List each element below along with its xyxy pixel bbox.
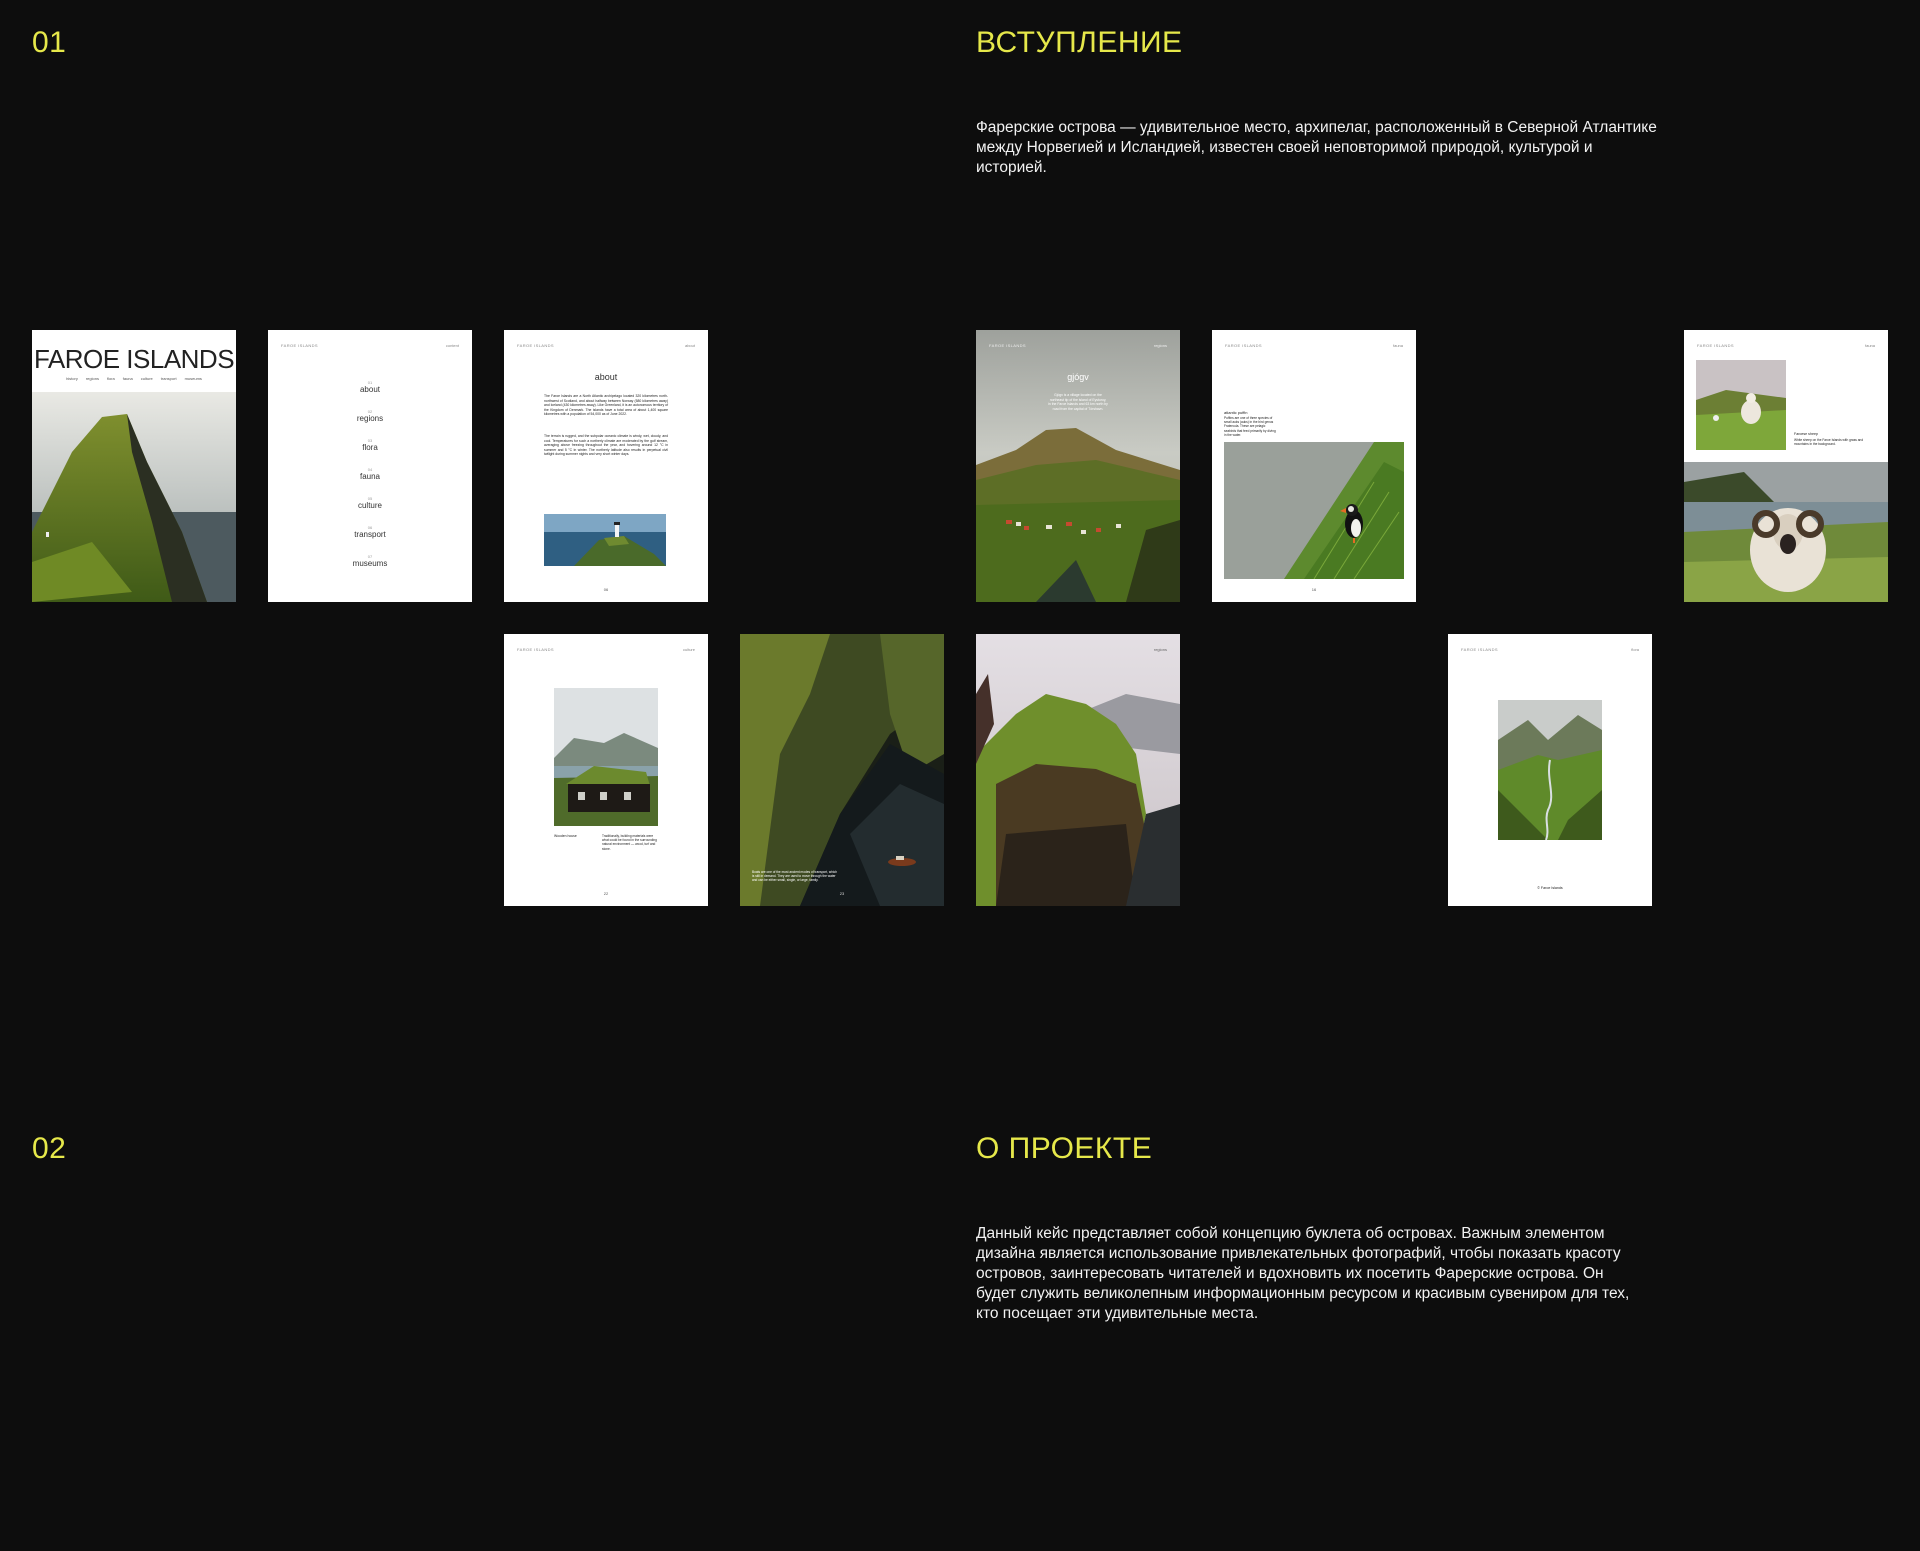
valley-page	[1448, 634, 1652, 906]
running-head-right: regions	[1153, 343, 1167, 348]
gjogv-title: gjógv	[1067, 372, 1089, 382]
contents-item	[268, 409, 472, 438]
contents-item	[268, 554, 472, 583]
contents-item	[268, 467, 472, 496]
running-head: FAROE ISLANDS	[1225, 343, 1262, 348]
contents-item-label: museums	[352, 559, 388, 568]
running-head: FAROE ISLANDS	[1461, 647, 1498, 652]
contents-item-label: fauna	[359, 472, 381, 481]
running-head-right: about	[684, 343, 695, 348]
puffin-page	[1212, 330, 1416, 602]
cover-nav-item: culture	[140, 376, 153, 381]
boat-caption: Boats are one of the most ancient modes of transport, which is still in demand. They are used to move through the water and can be either small, single, or large, family.	[752, 870, 838, 883]
puffin-photo	[1224, 442, 1404, 579]
cover-nav-item: flora	[106, 376, 115, 381]
contents-item-num: 06	[367, 525, 373, 530]
contents-item	[268, 438, 472, 467]
sheep-page	[1684, 330, 1888, 602]
page-number: 23	[839, 891, 845, 896]
contents-item-num: 02	[367, 409, 373, 414]
running-head-right: regions	[1153, 647, 1167, 652]
house-caption-left: Wooden house	[554, 834, 577, 838]
gjogv-page	[976, 330, 1180, 602]
green-valley-photo	[1498, 700, 1602, 840]
about-project-paragraph: Данный кейс представляет собой концепцию буклета об островах. Важным элементом дизайна является использование привлекательных фотографий, чтобы показать красоту островов, заинтересовать читателей и вдохновить их посетить Фарерские острова. Он будет служить великолепным информационным ресурсом и красивым сувениром для тех, кто посещает эти удивительные места.	[976, 1225, 1630, 1322]
running-head: FAROE ISLANDS	[517, 343, 554, 348]
page-number: 16	[1311, 587, 1317, 592]
boat-page	[740, 634, 944, 906]
running-head: FAROE ISLANDS	[989, 343, 1026, 348]
contents-list	[268, 380, 472, 583]
cover-title: FAROE ISLANDS	[33, 344, 235, 374]
running-head: FAROE ISLANDS	[1697, 343, 1734, 348]
running-head-right: fauna	[1392, 343, 1403, 348]
valley-caption: © Faroe Islands	[1537, 886, 1563, 890]
contents-item-num: 07	[367, 554, 373, 559]
section-number-02: 02	[32, 1132, 67, 1165]
contents-item-num: 05	[367, 496, 373, 501]
puffin-caption: Puffins are one of three species of small auks (auks) in the bird genus Fratercula. These are pelagic seabirds that feed primarily by diving in the water.	[1224, 416, 1276, 437]
page-number: 22	[603, 891, 609, 896]
contents-item	[268, 525, 472, 554]
sheep-caption-title: Faroese sheep	[1794, 432, 1818, 436]
contents-item-label: transport	[354, 530, 386, 539]
contents-item-num: 03	[367, 438, 373, 443]
contents-item	[268, 496, 472, 525]
cover-nav-item: fauna	[122, 376, 133, 381]
turf-house-photo	[554, 688, 658, 826]
about-paragraph-2: The terrain is rugged, and the subpolar oceanic climate is windy, wet, cloudy, and cool. Temperatures for such a northerly climate are moderated by the gulf stream, averaging above freezing throughout the year, and hovering around 12 °C in summer and 5 °C in winter. The northerly latitude also results in perpetual civil twilight during summer nights and very short winter days.	[544, 434, 668, 457]
contents-item	[268, 380, 472, 409]
running-head-right: flora	[1631, 647, 1639, 652]
cover-cliff-photo	[32, 392, 236, 602]
contents-item-label: regions	[356, 414, 384, 423]
running-head: FAROE ISLANDS	[517, 647, 554, 652]
running-head-right: content	[445, 343, 459, 348]
house-page	[504, 634, 708, 906]
cover-nav	[32, 376, 236, 381]
coastal-cliff-photo	[976, 634, 1180, 906]
cover-nav-item: history	[66, 376, 78, 381]
intro-paragraph: Фарерские острова — удивительное место, архипелаг, расположенный в Северной Атлантике между Норвегией и Исландией, известен своей неповторимой природой, культурой и историей.	[976, 119, 1657, 176]
contents-page	[268, 330, 472, 602]
contents-item-num: 04	[367, 467, 373, 472]
section-heading-intro: ВСТУПЛЕНИЕ	[976, 26, 1183, 59]
contents-item-label: about	[359, 385, 381, 394]
cover-nav-item: regions	[85, 376, 99, 381]
contents-item-label: flora	[362, 443, 378, 452]
sheep-small-photo	[1696, 360, 1786, 450]
cover-page	[32, 330, 236, 602]
contents-item-num: 01	[367, 380, 373, 385]
running-head: FAROE ISLANDS	[281, 343, 318, 348]
about-paragraph-1: The Faroe Islands are a North Atlantic archipelago located 320 kilometres north-northwest of Scotland, and about halfway between Norway (580 kilometres away) and Iceland (430 kilometres away). Like Greenland, it is an autonomous territory of the Kingdom of Denmark. The islands have a total area of about 1,400 square kilometres with a population of 54,000 as of June 2022.	[544, 394, 669, 417]
fjord-boat-photo	[740, 634, 944, 906]
page-number: 06	[603, 587, 609, 592]
section-number-01: 01	[32, 26, 67, 59]
lighthouse-photo	[544, 514, 666, 566]
section-heading-about-project: О ПРОЕКТЕ	[976, 1132, 1153, 1165]
running-head-right: fauna	[1864, 343, 1875, 348]
puffin-caption-title: atlantic puffin	[1224, 410, 1248, 415]
cliff-page	[976, 634, 1180, 906]
sheep-large-photo	[1684, 462, 1888, 602]
gjogv-village-photo	[976, 330, 1180, 602]
sheep-caption: White sheep on the Faroe Islands with grass and mountains in the background.	[1794, 438, 1864, 447]
running-head-right: culture	[682, 647, 695, 652]
house-caption-right: Traditionally, building materials were what could be found in the surrounding natural environment — wood, turf and stone.	[602, 834, 657, 851]
contents-item-label: culture	[357, 501, 382, 510]
about-title: about	[594, 372, 618, 382]
gjogv-text: Gjógv is a village located on the northeast tip of the island of Eysturoy, in the Faroe Islands and 63 km north by road from the capital of Tórshavn.	[1048, 393, 1108, 411]
cover-nav-item: museums	[184, 376, 202, 381]
about-page	[504, 330, 708, 602]
cover-nav-item: transport	[160, 376, 177, 381]
